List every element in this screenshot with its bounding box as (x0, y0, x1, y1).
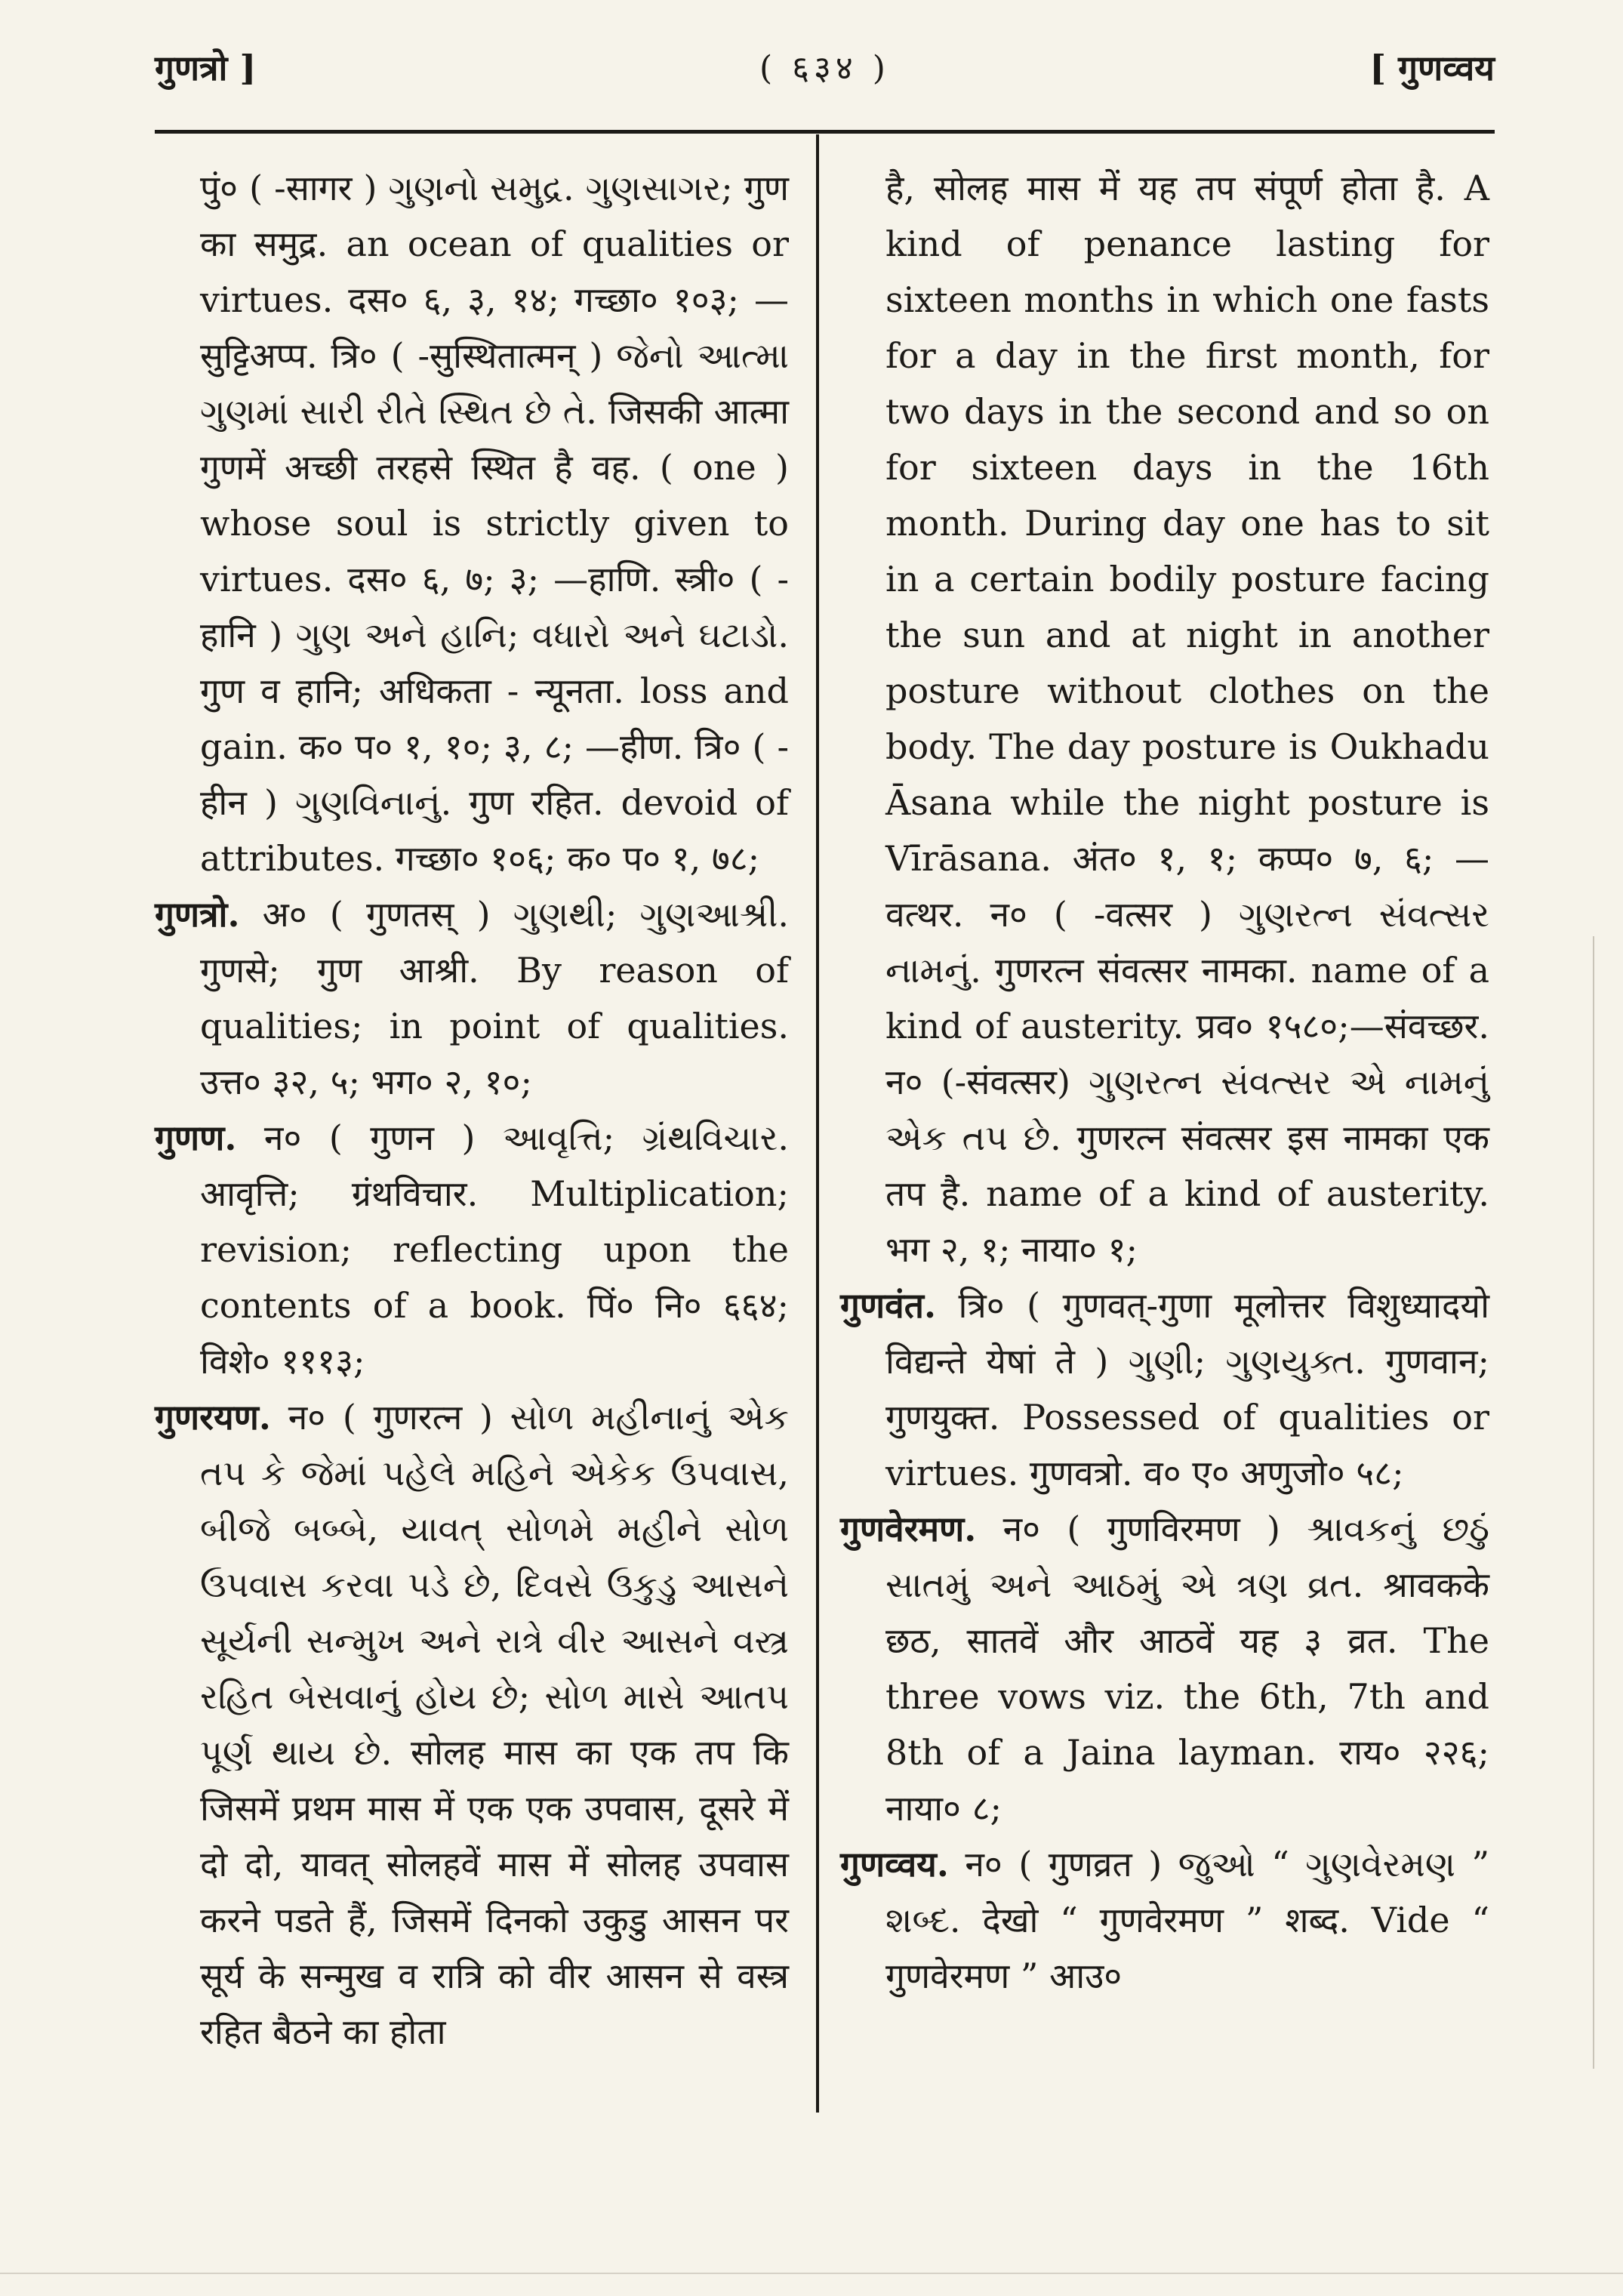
column-divider (816, 134, 819, 2113)
entry-text: न० ( गुणरत्न ) સોળ મહીનાનું એક તપ કે જેમાં પહેલે મહિને એકેક ઉપવાસ, બીજે બબ્બે, યાવત્ સોળમે મહીને સોળ ઉપવાસ કરવા પડે છે, દિવસે ઉકુડુ આસને સૂર્યની સન્મુખ અને રાત્રે વીર આસને વસ્ત્ર રહિત બેસવાનું હોય છે; સોળ માસે આતપ પૂર્ણ થાય છે. सोलह मास का एक तप कि जिसमें प्रथम मास में एक एक उपवास, दूसरे में दो दो, यावत् सोलहवें मास में सोलह उपवास करने पडते हैं, जिसमें दिनको उकुडु आसन पर सूर्य के सन्मुख व रात्रि को वीर आसन से वस्त्र रहित बैठने का होता (200, 1397, 789, 2052)
entry-continuation (155, 160, 789, 886)
dictionary-entry (840, 1277, 1489, 1501)
entry-continuation (840, 160, 1489, 1277)
entry-headword: गुणत्रो. (155, 894, 240, 935)
right-column (840, 160, 1489, 2004)
entry-text: है, सोलह मास में यह तप संपूर्ण होता है. A kind of penance lasting for sixteen months in which one fasts for a day in the first month, for two days in the second and so on for sixteen days in the 16th month. During day one has to sit in a certain bodily posture facing the sun and at night in another posture without clothes on the body. The day posture is Oukhadu Āsana while the night posture is Vīrāsana. अंत० १, १; कप्प० ७, ६; —वत्थर. न० ( -वत्सर ) ગુણરત્ન સંવત્સર નામનું. गुणरत्न संवत्सर नामका. name of a kind of austerity. प्रव० १५८०;—संवच्छर. न० (-संवत्सर) ગુણરત્ન સંવત્સર એ નામનું એક તપ છે. गुणरत्न संवत्सर इस नामका एक तप है. name of a kind of austerity. भग २, १; नाया० १; (885, 168, 1489, 1270)
entry-headword: गुणवंत. (840, 1285, 936, 1326)
entry-text: न० ( गुणन ) આવૃત્તિ; ગ્રંથવિચાર. आवृत्ति; ग्रंथविचार. Multiplication; revision; reflecting upon the contents of a book. पिं० नि० ६६४; विशे० १११३; (200, 1117, 789, 1382)
entry-text: न० ( गुणव्रत ) જુઓ “ ગુણવેરમણ ” શબ્દ. देखो “ गुणवेरमण ” शब्द. Vide “ गुणवेरमण ” आउ० (885, 1844, 1489, 1996)
entry-headword: गुणव्वय. (840, 1844, 949, 1885)
dictionary-entry (155, 886, 789, 1110)
scan-edge-line (1593, 936, 1594, 2069)
header-rule (155, 130, 1495, 134)
header-right-guideword: [ गुणव्वय (1369, 48, 1495, 88)
dictionary-entry (155, 1110, 789, 1389)
entry-headword: गुणवेरमण. (840, 1509, 977, 1549)
entry-text: न० ( गुणविरमण ) શ્રાવકનું છઠું સાતમું અને આઠમું એ ત્રણ વ્રત. श्रावकके छठ, सातवें और आठवें यह ३ व्रत. The three vows viz. the 6th, 7th and 8th of a Jaina layman. राय० २२६; नाया० ८; (885, 1509, 1489, 1829)
dictionary-entry (840, 1836, 1489, 2004)
page-number: ( ६३४ ) (759, 49, 890, 88)
dictionary-entry (840, 1501, 1489, 1836)
dictionary-entry (155, 1389, 789, 2060)
header-left-guideword: गुणत्रो ] (155, 48, 257, 88)
entry-text: अ० ( गुणतस् ) ગુણથી; ગુણઆશ્રી. गुणसे; गुण आश्री. By reason of qualities; in point of qualities. उत्त० ३२, ५; भग० २, १०; (200, 894, 789, 1102)
entry-headword: गुणण. (155, 1117, 237, 1158)
entry-text: त्रि० ( गुणवत्-गुणा मूलोत्तर विशुध्यादयो विद्यन्ते येषां ते ) ગુણી; ગુણયુક્ત. गुणवान; गुणयुक्त. Possessed of qualities or virtues. गुणवत्रो. व० ए० अणुजो० ५८; (885, 1285, 1489, 1493)
left-column (155, 160, 789, 2060)
entry-text: पुं० ( -सागर ) ગુણનો સમુદ્ર. ગુણસાગર; गुण का समुद्र. an ocean of qualities or virtues. दस० ६, ३, १४; गच्छा० १०३; —सुट्टिअप्प. त्रि० ( -सुस्थितात्मन् ) જેનો આત્મા ગુણમાં સારી રીતે સ્થિત છે તે. जिसकी आत्मा गुणमें अच्छी तरहसे स्थित है वह. ( one ) whose soul is strictly given to virtues. दस० ६, ७; ३; —हाणि. स्त्री० ( -हानि ) ગુણ અને હાનિ; વધારો અને ઘટાડો. गुण व हानि; अधिकता - न्यूनता. loss and gain. क० प० १, १०; ३, ८; —हीण. त्रि० ( -हीन ) ગુણવિનાનું. गुण रहित. devoid of attributes. गच्छा० १०६; क० प० १, ७८; (200, 168, 789, 879)
scan-bottom-edge (0, 2273, 1623, 2274)
running-head (155, 44, 1495, 112)
entry-headword: गुणरयण. (155, 1397, 271, 1438)
